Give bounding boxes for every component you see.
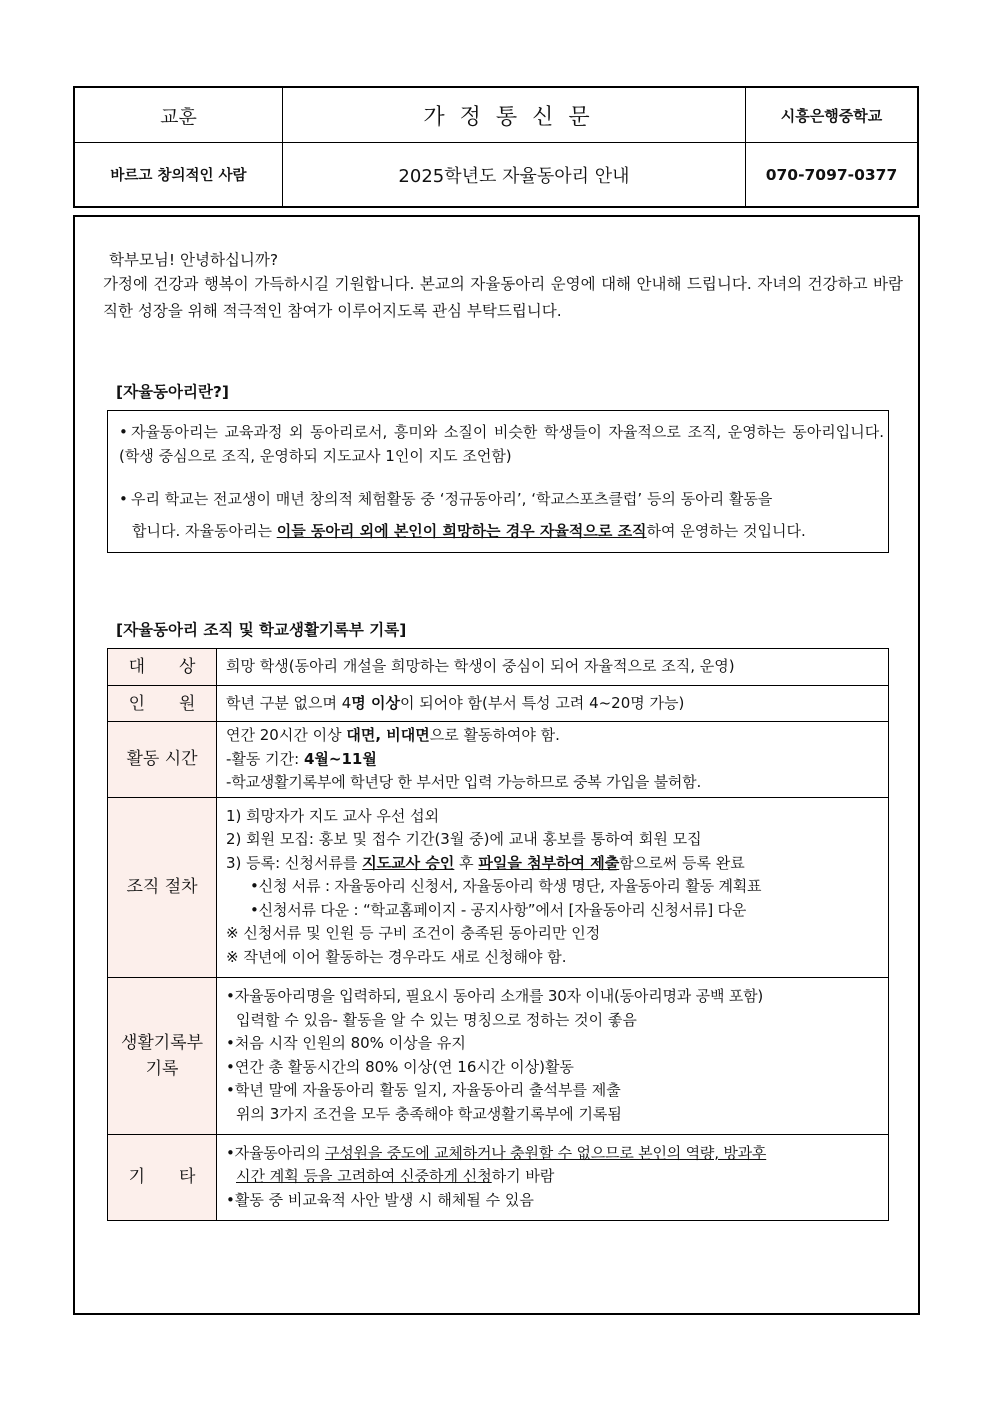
members-text-a: 학년 구분 없으며 4 (226, 693, 352, 712)
time-line-3: -학교생활기록부에 학년당 한 부서만 입력 가능하므로 중복 가입을 불허함. (226, 773, 702, 791)
procedure-line-1: 1) 희망자가 지도 교사 우선 섭외 (226, 806, 440, 825)
etc-line-2-underline: 시간 계획 등을 고려하여 신중하게 신청 (236, 1167, 492, 1186)
table-row-members (108, 686, 889, 722)
organization-table (107, 648, 889, 1221)
definition-item-2-text-b: 합니다. 자율동아리는 (132, 522, 277, 540)
intro-paragraph: 가정에 건강과 행복이 가득하시길 기원합니다. 본교의 자율동아리 운영에 대해 안내해 드립니다. 자녀의 건강하고 바람직한 성장을 위해 적극적인 참여가 이루어지도록 관심 부탁드립니다. (103, 275, 903, 320)
procedure-line-3-underline-1: 지도교사 승인 (362, 853, 455, 872)
time-line-1c: 으로 활동하여야 함. (429, 726, 560, 744)
procedure-line-2: 2) 회원 모집: 홍보 및 접수 기간(3월 중)에 교내 홍보를 통하여 회원 모집 (226, 830, 702, 849)
header-table (73, 86, 919, 208)
section-title-what-is: [자율동아리란?] (116, 383, 229, 401)
definition-item-2-text-a: 우리 학교는 전교생이 매년 창의적 체험활동 중 ‘정규동아리’, ‘학교스포츠클럽’ 등의 동아리 활동을 (131, 490, 773, 508)
motto-heading-cell (74, 87, 283, 143)
motto-heading-2: 훈 (178, 105, 197, 128)
doc-title: 가정통신문 (423, 104, 605, 130)
motto: 바르고 창의적인 사람 (110, 168, 247, 184)
table-row-etc (108, 1134, 889, 1220)
definition-box (107, 410, 889, 553)
etc-line-1a: •자율동아리의 (226, 1143, 325, 1162)
definition-item-1-text: 자율동아리는 교육과정 외 동아리로서, 흥미와 소질이 비슷한 학생들이 자율적으로 조직, 운영하는 동아리입니다. (학생 중심으로 조직, 운영하되 지도교사 1인이 지도 조언함) (119, 423, 884, 465)
row-value-record (217, 977, 889, 1134)
procedure-line-6: ※ 신청서류 및 인원 등 구비 조건이 충족된 동아리만 인정 (226, 924, 601, 943)
bullet: • (119, 490, 128, 508)
etc-line-1-underline: 구성원을 중도에 교체하거나 충원할 수 없으므로 본인의 역량, 방과후 (324, 1143, 767, 1162)
section-title-organization: [자율동아리 조직 및 학교생활기록부 기록] (116, 621, 407, 639)
row-value-target: 희망 학생(동아리 개설을 희망하는 학생이 중심이 되어 자율적으로 조직, 운영) (217, 649, 889, 686)
table-row-record (108, 977, 889, 1134)
time-line-2-bold: 4월~11월 (303, 749, 377, 768)
school-name: 시흥은행중학교 (780, 106, 883, 125)
record-line-3: •처음 시작 인원의 80% 이상을 유지 (226, 1034, 466, 1052)
time-line-2 (226, 748, 878, 772)
row-value-members (217, 686, 889, 722)
doc-subtitle: 2025학년도 자율동아리 안내 (398, 165, 630, 187)
procedure-line-3e: 함으로써 등록 완료 (619, 853, 745, 872)
row-value-procedure (217, 797, 889, 977)
phone-number: 070-7097-0377 (765, 165, 898, 184)
bullet: • (119, 423, 128, 441)
record-label-1: 생활기록부 (120, 1032, 204, 1053)
procedure-line-3-underline-2: 파일을 첨부하여 제출 (478, 853, 620, 872)
record-line-5: •학년 말에 자율동아리 활동 일지, 자율동아리 출석부를 제출 (226, 1081, 621, 1099)
procedure-line-3a: 3) 등록: 신청서류를 (226, 853, 363, 872)
time-line-1 (226, 724, 878, 748)
record-line-1: •자율동아리명을 입력하되, 필요시 동아리 소개를 30자 이내(동아리명과 공백 포함) (226, 987, 764, 1005)
definition-item-1 (119, 420, 884, 468)
row-value-etc (217, 1134, 889, 1220)
procedure-line-3 (226, 852, 878, 876)
table-row-procedure (108, 797, 889, 977)
row-value-time (217, 722, 889, 798)
procedure-line-7: ※ 작년에 이어 활동하는 경우라도 새로 신청해야 함. (226, 947, 567, 966)
members-text-bold: 명 이상 (351, 693, 400, 712)
etc-line-2 (226, 1165, 878, 1189)
letter-body (73, 215, 920, 1315)
motto-cell (74, 143, 283, 208)
school-cell (746, 87, 919, 143)
record-line-2: 입력할 수 있음- 활동을 알 수 있는 명칭으로 정하는 것이 좋음 (236, 1010, 637, 1029)
row-label-etc: 기 타 (108, 1134, 217, 1220)
members-text-b: 이 되어야 함(부서 특성 고려 4~20명 가능) (399, 693, 685, 712)
record-line-6: 위의 3가지 조건을 모두 충족해야 학교생활기록부에 기록됨 (236, 1104, 622, 1123)
doc-title-cell (283, 87, 746, 143)
procedure-line-3c: 후 (454, 853, 479, 872)
phone-cell (746, 143, 919, 208)
record-label-2: 기록 (145, 1058, 179, 1079)
row-label-target: 대 상 (108, 649, 217, 686)
etc-line-3: •활동 중 비교육적 사안 발생 시 해체될 수 있음 (226, 1190, 534, 1209)
etc-line-1 (226, 1142, 878, 1166)
row-label-time: 활동 시간 (108, 722, 217, 798)
row-label-members: 인 원 (108, 686, 217, 722)
procedure-line-4: •신청 서류 : 자율동아리 신청서, 자율동아리 학생 명단, 자율동아리 활동 계획표 (250, 877, 762, 896)
procedure-line-5: •신청서류 다운 : “학교홈페이지 - 공지사항”에서 [자율동아리 신청서류] 다운 (250, 900, 747, 919)
record-line-4: •연간 총 활동시간의 80% 이상(연 16시간 이상)활동 (226, 1057, 574, 1076)
row-label-procedure: 조직 절차 (108, 797, 217, 977)
definition-item-2 (119, 483, 884, 547)
time-line-1a: 연간 20시간 이상 (226, 726, 347, 744)
greeting: 학부모님! 안녕하십니까? (109, 251, 279, 269)
etc-line-2b: 하기 바람 (491, 1167, 555, 1186)
table-row-target (108, 649, 889, 686)
time-line-1-bold: 대면, 비대면 (346, 726, 430, 744)
table-row-time (108, 722, 889, 798)
row-label-record (108, 977, 217, 1134)
definition-item-2-text-c: 하여 운영하는 것입니다. (646, 522, 806, 540)
time-line-2a: -활동 기간: (226, 749, 304, 768)
subtitle-cell (283, 143, 746, 208)
motto-heading-1: 교 (160, 105, 179, 128)
definition-item-2-underline: 이들 동아리 외에 본인이 희망하는 경우 자율적으로 조직 (276, 522, 647, 540)
